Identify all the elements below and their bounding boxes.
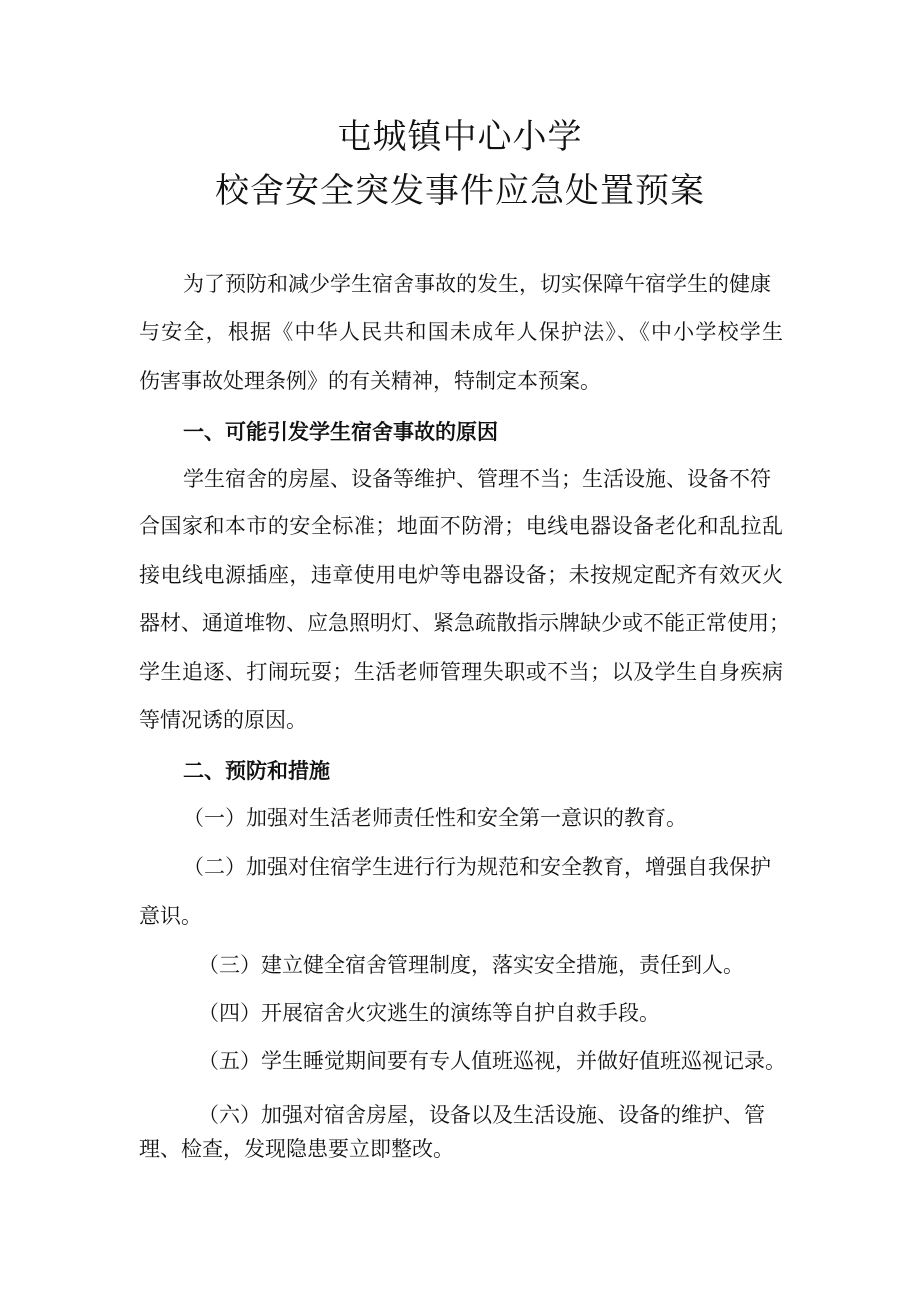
measure-item-5: （五）学生睡觉期间要有专人值班巡视，并做好值班巡视记录。 bbox=[198, 1049, 786, 1073]
section1-line: 接电线电源插座，违章使用电炉等电器设备；未按规定配齐有效灭火 bbox=[139, 563, 783, 587]
section1-line: 器材、通道堆物、应急照明灯、紧急疏散指示牌缺少或不能正常使用； bbox=[139, 611, 790, 635]
intro-line: 与安全，根据《中华人民共和国未成年人保护法》、《中小学校学生 bbox=[139, 320, 783, 344]
measure-item-2-cont: 意识。 bbox=[139, 904, 202, 928]
measure-item-4: （四）开展宿舍火灾逃生的演练等自护自救手段。 bbox=[198, 1001, 660, 1025]
intro-line: 为了预防和减少学生宿舍事故的发生，切实保障午宿学生的健康 bbox=[183, 272, 771, 296]
measure-item-1: （一）加强对生活老师责任性和安全第一意识的教育。 bbox=[183, 806, 687, 830]
document-title-school: 屯城镇中心小学 bbox=[337, 117, 583, 157]
section1-line: 学生追逐、打闹玩耍；生活老师管理失职或不当；以及学生自身疾病 bbox=[139, 660, 783, 684]
section1-heading: 一、可能引发学生宿舍事故的原因 bbox=[183, 419, 498, 444]
measure-item-3: （三）建立健全宿舍管理制度，落实安全措施，责任到人。 bbox=[198, 953, 744, 977]
intro-line: 伤害事故处理条例》的有关精神，特制定本预案。 bbox=[139, 369, 601, 393]
section2-heading: 二、预防和措施 bbox=[183, 758, 330, 783]
document-title-plan: 校舍安全突发事件应急处置预案 bbox=[215, 171, 705, 211]
measure-item-6-cont: 理、检查，发现隐患要立即整改。 bbox=[139, 1137, 454, 1161]
measure-item-6: （六）加强对宿舍房屋，设备以及生活设施、设备的维护、管 bbox=[198, 1103, 765, 1127]
measure-item-2: （二）加强对住宿学生进行行为规范和安全教育，增强自我保护 bbox=[183, 855, 771, 879]
section1-line: 合国家和本市的安全标准；地面不防滑；电线电器设备老化和乱拉乱 bbox=[139, 514, 783, 538]
section1-line: 等情况诱的原因。 bbox=[139, 708, 307, 732]
section1-line: 学生宿舍的房屋、设备等维护、管理不当；生活设施、设备不符 bbox=[183, 467, 771, 491]
